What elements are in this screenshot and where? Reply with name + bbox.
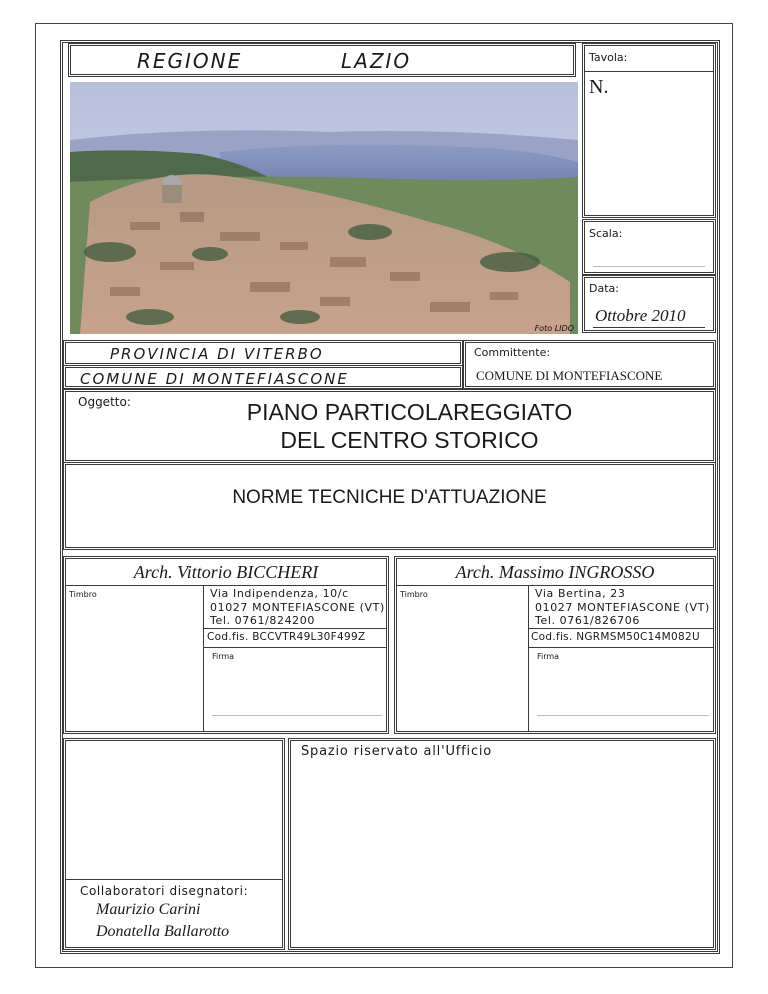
oggetto-title (66, 398, 713, 454)
phone-2: Tel. 0761/826706 (535, 614, 640, 627)
committente-box (463, 340, 716, 389)
collaboratori-box (63, 738, 285, 950)
region-name-left: REGIONE (137, 49, 243, 73)
comune-name: COMUNE DI MONTEFIASCONE (80, 370, 349, 388)
oggetto-subtitle: NORME TECNICHE D'ATTUAZIONE (232, 487, 547, 508)
timbro-box-1 (66, 585, 204, 731)
scala-label: Scala: (589, 227, 623, 240)
timbro-label-1: Timbro (69, 590, 97, 599)
collaboratore-2: Donatella Ballarotto (96, 923, 230, 940)
aerial-photo (70, 82, 578, 334)
firma-line-2 (537, 715, 709, 716)
timbro-label-2: Timbro (400, 590, 428, 599)
address1-2: Via Bertina, 23 (535, 587, 626, 600)
tavola-divider (585, 71, 713, 72)
architect-box-1 (63, 556, 389, 734)
collaboratore-1: Maurizio Carini (96, 901, 201, 918)
tavola-box (582, 43, 716, 218)
tavola-label: Tavola: (589, 51, 628, 64)
committente-value: COMUNE DI MONTEFIASCONE (476, 368, 663, 383)
region-header (68, 43, 576, 77)
provincia-box (63, 340, 463, 366)
oggetto-box (63, 389, 716, 463)
ufficio-box (288, 738, 716, 950)
aerial-photo-graphic (70, 82, 578, 334)
address1-1: Via Indipendenza, 10/c (210, 587, 349, 600)
scala-line (593, 266, 705, 267)
codfis-2: Cod.fis. NGRMSM50C14M082U (531, 631, 700, 643)
collaboratori-divider (66, 879, 282, 880)
codfis-1: Cod.fis. BCCVTR49L30F499Z (207, 631, 366, 643)
data-box (582, 275, 716, 333)
data-value: Ottobre 2010 (595, 306, 686, 325)
oggetto-title-line1: PIANO PARTICOLAREGGIATO (246, 399, 573, 425)
data-label: Data: (589, 282, 619, 295)
collaboratori-label: Collaboratori disegnatori: (80, 884, 249, 898)
comune-box (63, 365, 463, 389)
architect-box-2 (394, 556, 716, 734)
architect-name-2: Arch. Massimo INGROSSO (455, 562, 655, 582)
firma-label-2: Firma (537, 652, 560, 661)
address2-1: 01027 MONTEFIASCONE (VT) (210, 601, 385, 614)
committente-label: Committente: (474, 346, 551, 359)
photo-credit: Foto LIDO (534, 324, 574, 333)
architect-name-1: Arch. Vittorio BICCHERI (133, 562, 319, 582)
region-name-right: LAZIO (341, 49, 412, 73)
subtitle-box (63, 462, 716, 550)
address2-2: 01027 MONTEFIASCONE (VT) (535, 601, 710, 614)
oggetto-label: Oggetto: (78, 395, 131, 409)
timbro-box-2 (397, 585, 529, 731)
provincia-name: PROVINCIA DI VITERBO (110, 345, 324, 363)
tavola-number: N. (589, 76, 609, 98)
firma-line-1 (212, 715, 382, 716)
firma-label-1: Firma (212, 652, 235, 661)
scala-box (582, 219, 716, 275)
oggetto-title-line2: DEL CENTRO STORICO (280, 427, 539, 453)
ufficio-label: Spazio riservato all'Ufficio (301, 744, 493, 759)
data-underline (593, 327, 705, 328)
phone-1: Tel. 0761/824200 (210, 614, 315, 627)
